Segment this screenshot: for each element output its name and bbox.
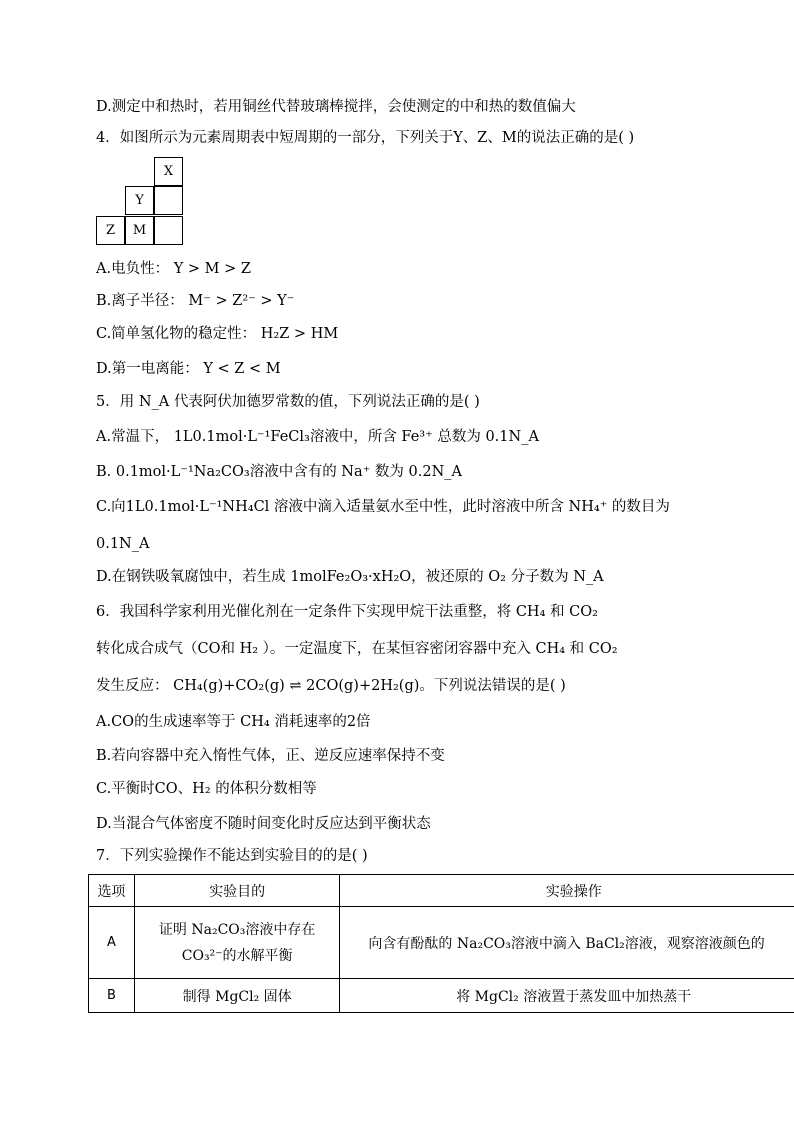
cell-y: Y [125,186,154,215]
q4-option-a: A.电负性： Y > M > Z [96,261,251,277]
q4-stem: 4．如图所示为元素周期表中短周期的一部分，下列关于Y、Z、M的说法正确的是( ) [96,130,635,146]
q5-stem: 5．用 N_A 代表阿伏加德罗常数的值，下列说法正确的是( ) [96,394,480,410]
q4-option-c: C.简单氢化物的稳定性： H₂Z > HM [96,326,339,342]
q4-option-b: B.离子半径： M⁻ > Z²⁻ > Y⁻ [96,293,295,309]
row-b-option: B [89,979,135,1013]
header-option: 选项 [89,875,135,907]
q3-option-d: D.测定中和热时，若用铜丝代替玻璃棒搅拌，会使测定的中和热的数值偏大 [96,99,576,115]
q6-stem-line1: 6．我国科学家利用光催化剂在一定条件下实现甲烷干法重整，将 CH₄ 和 CO₂ [96,604,598,620]
row-a-goal-line1: 证明 Na₂CO₃溶液中存在 [158,921,316,938]
row-b-goal: 制得 MgCl₂ 固体 [134,979,340,1013]
q6-option-c: C.平衡时CO、H₂ 的体积分数相等 [96,781,317,797]
q4-option-d: D.第一电离能： Y < Z < M [96,361,281,377]
row-a-goal-line2: CO₃²⁻的水解平衡 [181,947,293,964]
row-a-option: A [89,907,135,979]
table-row [89,979,794,1013]
cell-empty [154,216,183,245]
q5-option-c-cont: 0.1N_A [96,536,150,552]
cell-x: X [154,157,183,186]
cell-m: M [125,216,154,245]
cell-z: Z [96,216,125,245]
q6-stem-line3: 发生反应： CH₄(g)+CO₂(g) ⇌ 2CO(g)+2H₂(g)。下列说法错误的是( ) [96,678,566,694]
q6-option-a: A.CO的生成速率等于 CH₄ 消耗速率的2倍 [96,714,371,730]
header-operation: 实验操作 [340,875,794,907]
experiment-table [88,874,794,1013]
q5-option-b: B. 0.1mol·L⁻¹Na₂CO₃溶液中含有的 Na⁺ 数为 0.2N_A [96,464,462,480]
row-a-goal [134,907,340,979]
q7-stem: 7．下列实验操作不能达到实验目的的是( ) [96,848,368,864]
cell-empty [154,186,183,215]
row-a-operation: 向含有酚酞的 Na₂CO₃溶液中滴入 BaCl₂溶液，观察溶液颜色的 [340,907,794,979]
header-goal: 实验目的 [134,875,340,907]
table-row [89,907,794,979]
q5-option-a: A.常温下， 1L0.1mol·L⁻¹FeCl₃溶液中，所含 Fe³⁺ 总数为 0.1N_A [96,429,539,445]
q6-option-b: B.若向容器中充入惰性气体，正、逆反应速率保持不变 [96,748,445,764]
row-b-operation: 将 MgCl₂ 溶液置于蒸发皿中加热蒸干 [340,979,794,1013]
q6-option-d: D.当混合气体密度不随时间变化时反应达到平衡状态 [96,816,431,832]
q5-option-c: C.向1L0.1mol·L⁻¹NH₄Cl 溶液中滴入适量氨水至中性，此时溶液中所含 NH₄⁺ 的数目为 [96,499,670,515]
table-header-row [89,875,794,907]
q5-option-d: D.在钢铁吸氧腐蚀中，若生成 1molFe₂O₃·xH₂O，被还原的 O₂ 分子数为 N_A [96,569,604,585]
q6-stem-line2: 转化成合成气（CO和 H₂ ）。一定温度下，在某恒容密闭容器中充入 CH₄ 和 CO₂ [96,641,618,657]
